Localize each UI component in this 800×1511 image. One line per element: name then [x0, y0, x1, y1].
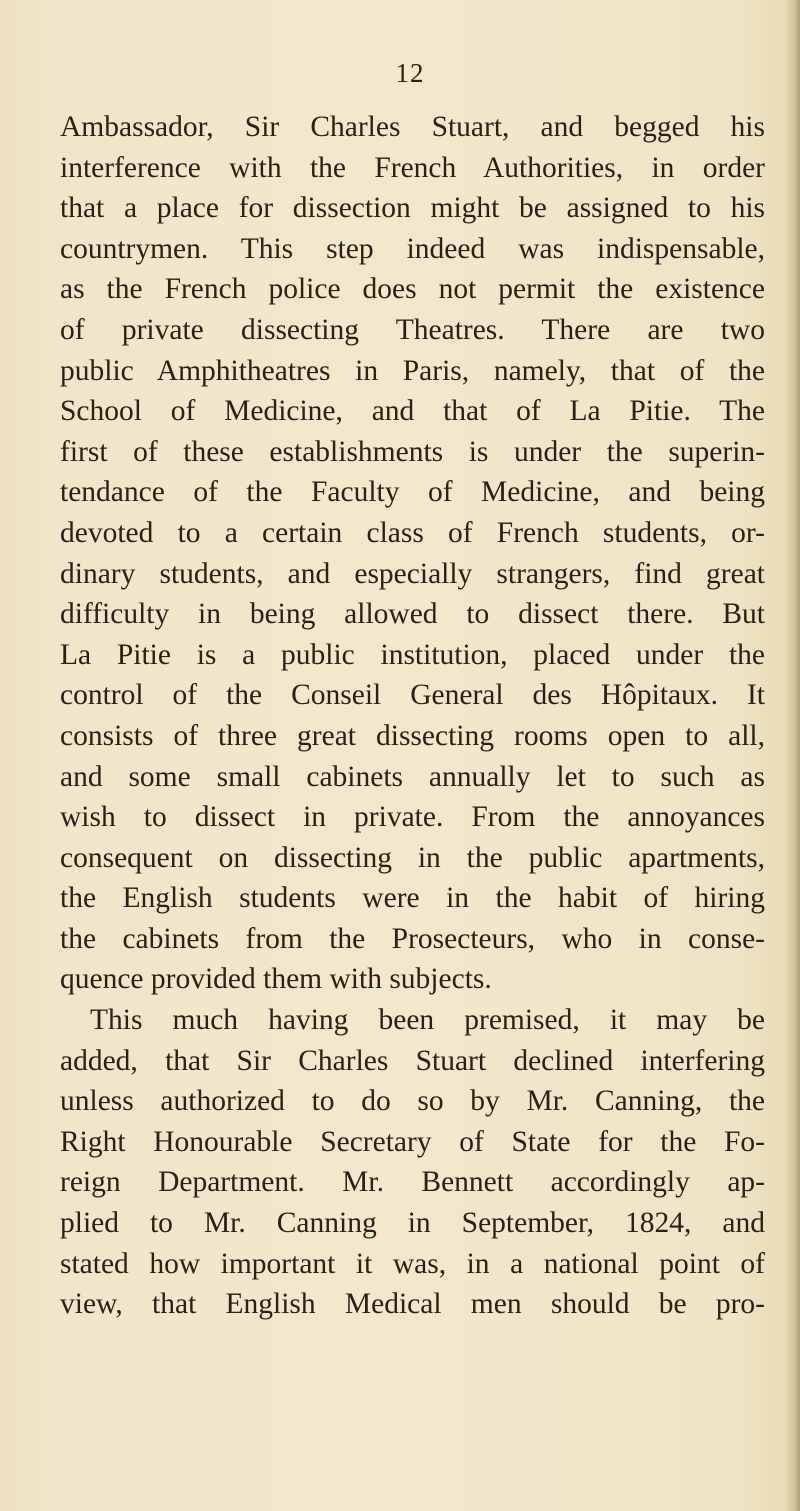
- text-line: interference with the French Authorities, in order: [60, 151, 765, 184]
- body-text: [60, 107, 765, 1325]
- text-line: view, that English Medical men should be pro-: [60, 1288, 765, 1321]
- text-line: and some small cabinets annually let to such as: [60, 760, 765, 793]
- text-line: This much having been premised, it may be: [90, 1004, 765, 1037]
- text-line: plied to Mr. Canning in September, 1824, and: [60, 1207, 765, 1240]
- text-line: countrymen. This step indeed was indispensable,: [60, 232, 765, 265]
- text-line: that a place for dissection might be assigned to his: [60, 192, 765, 225]
- text-line: unless authorized to do so by Mr. Canning, the: [60, 1085, 765, 1118]
- text-line: Right Honourable Secretary of State for the Fo-: [60, 1125, 765, 1158]
- page-edge-shadow: [786, 0, 800, 1511]
- text-line: as the French police does not permit the existence: [60, 273, 765, 306]
- text-line: La Pitie is a public institution, placed under the: [60, 638, 765, 671]
- text-line: added, that Sir Charles Stuart declined interfering: [60, 1044, 765, 1077]
- text-line: Ambassador, Sir Charles Stuart, and begged his: [60, 111, 765, 143]
- text-line: consists of three great dissecting rooms open to all,: [60, 719, 765, 752]
- text-line: tendance of the Faculty of Medicine, and being: [60, 476, 765, 509]
- text-line: reign Department. Mr. Bennett accordingly ap-: [60, 1166, 765, 1199]
- text-line: the cabinets from the Prosecteurs, who in conse-: [60, 922, 765, 955]
- text-line: quence provided them with subjects.: [60, 963, 492, 996]
- text-line: first of these establishments is under the superin-: [60, 435, 765, 468]
- text-line: public Amphitheatres in Paris, namely, that of the: [60, 354, 765, 387]
- text-line: wish to dissect in private. From the annoyances: [60, 801, 765, 834]
- text-line: devoted to a certain class of French students, or-: [60, 516, 765, 549]
- text-line: of private dissecting Theatres. There are two: [60, 313, 765, 346]
- text-line: the English students were in the habit of hiring: [60, 882, 765, 915]
- text-line: dinary students, and especially strangers, find great: [60, 557, 765, 590]
- page-number: 12: [395, 58, 425, 88]
- text-line: control of the Conseil General des Hôpitaux. It: [60, 679, 765, 712]
- text-line: School of Medicine, and that of La Pitie. The: [60, 395, 765, 428]
- text-line: stated how important it was, in a national point of: [60, 1247, 765, 1280]
- text-line: difficulty in being allowed to dissect there. But: [60, 598, 765, 631]
- text-line: consequent on dissecting in the public apartments,: [60, 841, 765, 874]
